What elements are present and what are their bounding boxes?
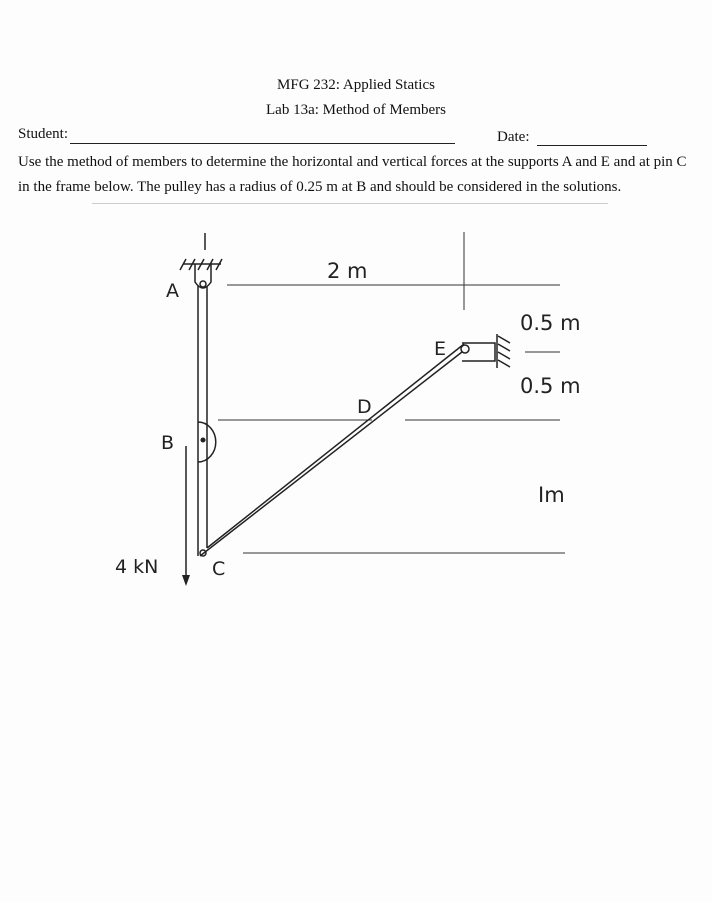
label-E: E [434, 338, 447, 360]
instruction-line-1: Use the method of members to determine the horizontal and vertical forces at the supports A and E and at pin C [18, 154, 687, 170]
label-D: D [357, 396, 372, 418]
member-AC [198, 286, 207, 556]
label-A: A [166, 280, 179, 302]
wall-hatch-3 [498, 352, 510, 359]
wall-hatch-2 [498, 344, 510, 351]
instruction-line-2: in the frame below. The pulley has a radius of 0.25 m at B and should be considered in the solutions. [18, 179, 622, 195]
lab-title: Lab 13a: Method of Members [266, 102, 446, 118]
dim-1m: Im [538, 483, 565, 507]
student-label: Student: [18, 126, 69, 142]
dim-0-5m-top: 0.5 m [520, 311, 581, 335]
dimension-lines [218, 232, 565, 553]
member-CE-lower-edge [200, 352, 462, 556]
member-CE-upper-edge [207, 344, 464, 548]
pin-A [200, 281, 206, 287]
wall-hatch-1 [498, 336, 510, 343]
pin-E [461, 345, 469, 353]
load-arrow [182, 575, 190, 586]
label-C: C [212, 558, 226, 580]
course-title: MFG 232: Applied Statics [277, 77, 435, 93]
support-E [461, 334, 510, 368]
member-CE [200, 344, 464, 556]
support-A [180, 233, 222, 288]
dim-0-5m-middle: 0.5 m [520, 374, 581, 398]
wall-hatch-4 [498, 360, 510, 367]
load-label: 4 kN [115, 556, 159, 578]
dim-2m: 2 m [327, 259, 368, 283]
pulley-axle [201, 438, 205, 442]
date-label: Date: [497, 129, 530, 145]
label-B: B [161, 432, 175, 454]
